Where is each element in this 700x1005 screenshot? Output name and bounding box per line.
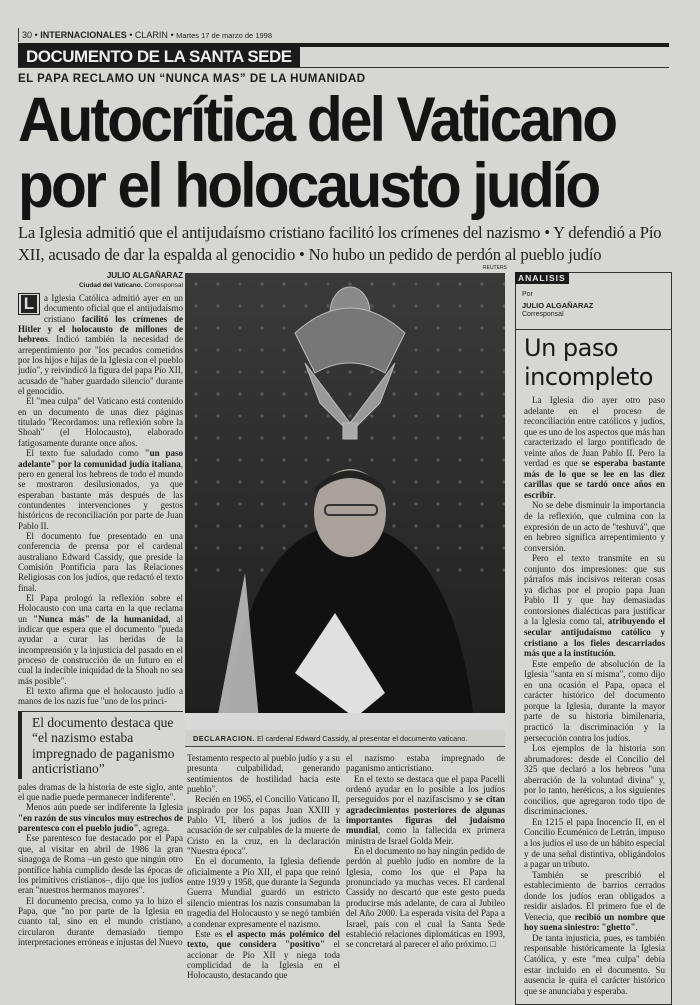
separator: •: [170, 30, 174, 40]
paragraph: [18, 293, 183, 396]
text-run: También se prescribió el establecimiento de barrios cerrados donde los judíos eran obligados a residir aislados. El primero fue el de Venecia, que: [524, 869, 665, 922]
text-run: .: [613, 648, 616, 659]
paragraph: [18, 531, 183, 593]
text-run: Menos aún puede ser indiferente la Iglesia: [26, 802, 183, 813]
newspaper-name: CLARIN: [134, 30, 168, 40]
paragraph: [18, 802, 183, 833]
text-run: el nazismo estaba impregnado de paganismo anticristiano.: [346, 753, 505, 774]
paragraph: [524, 659, 665, 743]
paragraph: [18, 896, 183, 948]
dateline: [18, 281, 183, 290]
paragraph: [18, 396, 183, 448]
section-banner: DOCUMENTO DE LA SANTA SEDE: [18, 47, 300, 67]
text-run: Testamento respecto al pueblo judío y a su presunta culpabilidad, generando sentimientos de hostilidad hacia este pueblo".: [187, 753, 340, 795]
byline-author: JULIO ALGAÑARAZ: [106, 271, 183, 280]
text-run: , como la fallecida ex primera ministra de Israel Golda Meir.: [346, 825, 505, 846]
paragraph: [187, 794, 340, 856]
paragraphs: [187, 753, 340, 981]
separator: •: [129, 30, 133, 40]
bold-text: atribuyendo el secular antijudaísmo católico y cristiano a los fieles descarriados más que a la institución: [524, 616, 665, 659]
analysis-author-role: Corresponsal: [522, 311, 564, 318]
headline-line-2: por el holocausto judío: [18, 151, 599, 221]
paragraph: [524, 817, 665, 870]
paragraph: [346, 846, 505, 949]
paragraph: [187, 929, 340, 981]
text-run: En el documento no hay ningún pedido de perdón al pueblo judío en nombre de la Iglesia, como los que el Papa ha pronunciado ya muchas veces. El cardenal Cassidy no descartó que este gesto pueda producirse más adelante, de cara al Jubileo del Año 2000. La esperada visita del Papa a Israel, país con el cual la Santa Sede estableció relaciones diplomáticas en 1993, se concretará al parecer el año próximo.: [346, 846, 505, 950]
paragraph: [524, 500, 665, 553]
section-rule: [18, 67, 669, 68]
text-run: Recién en 1965, el Concilio Vaticano II, inspirado por los papas Juan XXIII y Pablo VI, liberó a los judíos de la acusación de ser culpables de la muerte de Cristo en la cruz, en la declaración "Nuestra época".: [187, 794, 340, 857]
text-run: pales dramas de la historia de este siglo, ante el que nadie puede permanecer indiferente".: [18, 781, 183, 803]
bold-text: facilitó los crímenes de Hitler y el holocausto de millones de hebreos: [18, 313, 183, 345]
paragraph: [18, 593, 183, 686]
paragraph: [18, 686, 183, 707]
headline-line-1: Autocrítica del Vaticano: [18, 85, 616, 155]
caption-label: DECLARACION.: [193, 734, 255, 743]
paragraphs: [524, 395, 665, 996]
caption-text: El cardenal Edward Cassidy, al presentar el documento vaticano.: [256, 734, 468, 743]
bold-text: el aspecto más polémico del texto, que considera "positivo": [187, 928, 340, 950]
analysis-sidebar: [515, 272, 672, 1005]
bold-text: recibió un nombre que hoy suena siniestro: "ghetto": [524, 911, 665, 933]
text-run: .: [553, 489, 556, 500]
paragraph: [346, 774, 505, 846]
text-run: , al indicar que espera que el documento "pueda ayudar a curar las heridas de la incomprensión y la injusticia del pasado en el proceso de construcción de un futuro en el cual la indecible iniquidad de la Shoah no sea más posible".: [18, 613, 183, 686]
bold-text: se esperaba bastante más de lo que se lee en las diez carillas que se tardó once años en escribir: [524, 458, 665, 500]
paragraph: [18, 448, 183, 531]
analysis-title: Un paso incompleto: [524, 334, 653, 391]
page-number: 30: [22, 30, 33, 40]
text-run: el accionar de Pío XII y niega toda complicidad de la Iglesia en el Holocausto, destacando que: [187, 939, 340, 981]
paragraphs: [346, 753, 505, 950]
text-run: Este empeño de absolución de la Iglesia "santa en sí misma", como dijo en una ocasión el Papa, opaca el carácter histórico del documento porque la Iglesia, durante la mayor parte de su historia bimilenaria, practicó la discriminación y la persecución contra los judíos.: [524, 658, 665, 743]
left-article-column: [18, 271, 183, 947]
paragraph: [187, 856, 340, 928]
text-run: Pero el texto transmite en su conjunto dos impresiones: que sus párrafos más incisivos reiteran cosas ya dichas por el propio papa Juan Pablo II y que hay demasiadas contorsiones dialécticas para justificar a la Iglesia como tal,: [524, 553, 665, 627]
analysis-body: [524, 395, 665, 996]
pull-quote: El documento destaca que “el nazismo estaba impregnado de paganismo anticristiano”: [18, 711, 183, 779]
text-run: El texto afirma que el holocausto judío a manos de los nazis fue "uno de los princi-: [18, 686, 183, 707]
dateline-place: Ciudad del Vaticano.: [78, 282, 143, 289]
drop-cap: [18, 293, 40, 315]
text-run: El Papa prologó la reflexión sobre el Holocausto con una carta en la que reclama un: [18, 592, 183, 624]
photo-caption: [185, 730, 505, 747]
paragraphs: [18, 782, 183, 948]
bold-text: "en razón de sus vínculos muy estrechos de parentesco con el pueblo judío": [18, 812, 183, 834]
paragraph: [346, 753, 505, 774]
cardinal-photo-image: [185, 273, 505, 730]
dateline-role: Corresponsal: [144, 282, 183, 289]
text-run: El documento fue presentado en una conferencia de prensa por el cardenal australiano Edward Cassidy, que preside la Comisión Pontificia para las Relaciones Religiosas con los judíos, que redactó el texto final.: [18, 530, 183, 593]
text-run: La Iglesia dio ayer otro paso adelante en el proceso de reconciliación entre católicos y judíos, que es uno de los aspectos que más han caracterizado el largo pontificado de veinte años de Juan Pablo II. Pero la verdad es que: [524, 395, 665, 469]
analysis-by-label: Por: [522, 291, 533, 298]
article-column-3: [346, 753, 505, 950]
paragraph: [524, 553, 665, 658]
text-run: .: [635, 922, 638, 933]
text-run: a Iglesia Católica admitió ayer en un documento oficial que el antijudaísmo cristiano: [44, 293, 183, 324]
paragraphs: [18, 293, 183, 707]
paragraph: [18, 833, 183, 895]
text-run: . Indicó también la necesidad de arrepentimiento por "los pecados cometidos por los hijos e hijas de la Iglesia con el pueblo judío", y reivindicó la figura del papa Pío XII, acusado de "haber guardado silencio" durante el genocidio.: [18, 334, 183, 397]
text-run: , agrega.: [138, 823, 170, 834]
news-photo: [185, 273, 505, 730]
text-run: En el documento, la Iglesia defiende oficialmente a Pío XII, el papa que reinó entre 1939 y 1958, que durante la Segunda Guerra Mundial guardó un estricto silencio mientras los nazis consumaban la tragedia del Holocausto y se negó también a condenar expresamente el nazismo.: [187, 856, 340, 929]
paragraph: [187, 753, 340, 794]
text-run: El "mea culpa" del Vaticano está contenido en un documento de unas diez páginas titulado "Recordamos: una reflexión sobre la Shoah" (el Holocausto), elaborado fatigosamente durante once años.: [18, 396, 183, 448]
page-folio: [18, 28, 272, 42]
paragraph: [524, 743, 665, 817]
text-run: En el texto se destaca que el papa Pacelli ordenó ayudar en lo posible a los judíos perseguidos por el nazifascismo y: [346, 773, 505, 805]
section-name: INTERNACIONALES: [40, 30, 127, 40]
deck-subheadline: La Iglesia admitió que el antijudaísmo cristiano facilitó los crímenes del nazismo • Y defendió a Pío XII, acusado de dar la espalda al genocidio • No hubo un pedido de perdón al pueblo judío: [18, 223, 662, 264]
text-run: El documento precisa, como ya lo hizo el Papa, que "no por parte de la Iglesia en cuanto tal, sino en el mundo cristiano, circularon durante demasiado tiempo interpretaciones erróneas e injustas del Nuevo: [18, 895, 183, 947]
analysis-header: [516, 273, 671, 330]
paragraph: [524, 933, 665, 996]
text-run: , pero en general los hebreos de todo el mundo se mostraron desilusionados, ya que esperaban bastante más después de las contundentes intervenciones y gestos históricos de reconciliación por parte de Juan Pablo II.: [18, 458, 183, 531]
text-run: En 1215 el papa Inocencio II, en el Concilio Ecuménico de Letrán, impuso a los judíos el uso de un hábito especial y de una señal distintiva, obligándolos a pagar un tributo.: [524, 816, 665, 870]
issue-date: Martes 17 de marzo de 1998: [176, 31, 272, 40]
text-run: El texto fue saludado como: [26, 448, 145, 459]
text-run: Los ejemplos de la historia son abrumadores: desde el Concilio del 325 que declaró a los hebreos "una aberración de la voluntad divina" y, por lo tanto, heréticos, a los siguientes concilios, que agregaron todo tipo de discriminaciones.: [524, 743, 665, 817]
bold-text: "un paso adelante" por la comunidad judía italiana: [18, 448, 183, 469]
analysis-tag: ANALISIS: [515, 272, 569, 284]
drop-cap-letter: L: [21, 295, 37, 313]
text-run: Este es: [195, 928, 227, 939]
article-column-1-top: [18, 293, 183, 707]
article-column-1-bottom: [18, 782, 183, 948]
photo-credit: REUTERS: [483, 265, 507, 271]
bold-text: se citan agradecimientos posteriores de algunas importantes figuras del judaísmo mundial: [346, 794, 506, 836]
text-run: No se debe disminuir la importancia de la reflexión, que culmina con la expresión de un acto de "teshuvá", que en hebreo significa arrepentimiento y conversión.: [524, 500, 665, 553]
paragraph: [18, 782, 183, 803]
analysis-author: JULIO ALGAÑARAZ: [522, 301, 594, 310]
text-run: De tanta injusticia, pues, es también responsable históricamente la Iglesia Católica, y este "mea culpa" debía estar incluido en el documento. Su ausencia le quita el carácter histórico que se anunciaba y esperaba.: [524, 932, 665, 996]
kicker: EL PAPA RECLAMO UN “NUNCA MAS” DE LA HUMANIDAD: [18, 73, 366, 85]
bold-text: "Nunca más" de la humanidad: [33, 613, 169, 624]
paragraph: [524, 395, 665, 500]
end-mark: □: [490, 939, 496, 950]
paragraph: [524, 870, 665, 933]
separator: •: [34, 30, 38, 40]
article-column-2: [187, 753, 340, 981]
text-run: Ese parentesco fue destacado por el Papa que, al visitar en abril de 1986 la gran sinagoga de Roma –un gesto que ningún otro pontífice había cumplido desde las épocas de los primitivos cristianos–, dijo que los judíos eran "nuestros hermanos mayores".: [18, 833, 183, 896]
